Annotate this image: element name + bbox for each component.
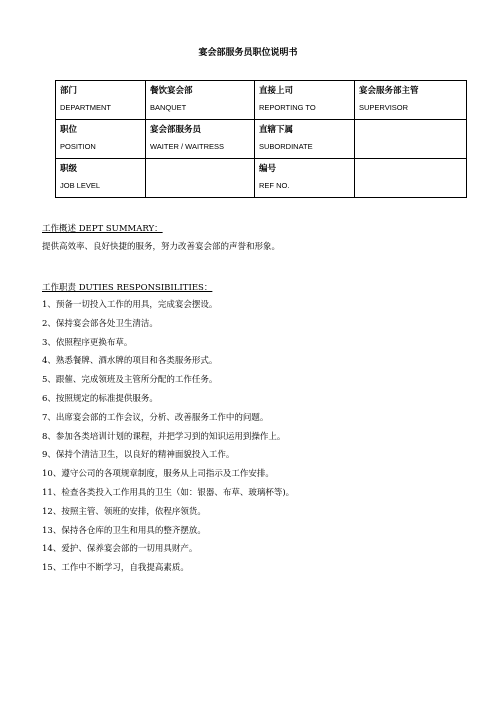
list-item: 8、参加各类培训计划的课程，并把学习到的知识运用到操作上。: [42, 431, 286, 442]
list-item: 12、按照主管、领班的安排，依程序领货。: [42, 506, 206, 517]
list-item: 7、出席宴会部的工作会议，分析、改善服务工作中的问题。: [42, 412, 269, 423]
table-cell-department-value: 餐饮宴会部 BANQUET: [146, 81, 255, 120]
list-item: 10、遵守公司的各项规章制度，服务从上司指示及工作安排。: [42, 469, 274, 480]
duties-heading: 工作职责 DUTIES RESPONSIBILITIES：: [42, 283, 213, 293]
list-item: 5、跟催、完成领班及主管所分配的工作任务。: [42, 375, 218, 386]
table-cell-ref-no-value: [355, 159, 467, 198]
list-item: 11、检查各类投入工作用具的卫生（如：银器、布草、玻璃杯等)。: [42, 487, 295, 498]
position-info-table: [55, 80, 467, 198]
summary-heading: 工作概述 DEPT SUMMARY：: [42, 224, 163, 234]
table-row: [56, 159, 467, 198]
table-cell-department-label: 部门 DEPARTMENT: [56, 81, 146, 120]
table-cell-subordinate-label: 直辖下属 SUBORDINATE: [255, 120, 355, 159]
table-cell-subordinate-value: [355, 120, 467, 159]
list-item: 15、工作中不断学习，自我提高素质。: [42, 563, 189, 574]
list-item: 13、保持各仓库的卫生和用具的整齐摆放。: [42, 525, 206, 536]
table-row: [56, 120, 467, 159]
table-cell-position-value: 宴会部服务员 WAITER / WAITRESS: [146, 120, 255, 159]
table-cell-reporting-value: 宴会服务部主管 SUPERVISOR: [355, 81, 467, 120]
list-item: 6、按照规定的标准提供服务。: [42, 393, 158, 404]
list-item: 3、依照程序更换布草。: [42, 337, 133, 348]
table-cell-job-level-value: [146, 159, 255, 198]
table-cell-ref-no-label: 编号 REF NO.: [255, 159, 355, 198]
table-row: [56, 81, 467, 120]
list-item: 14、爱护、保养宴会部的一切用具财产。: [42, 544, 198, 555]
list-item: 1、预备一切投入工作的用具，完成宴会摆设。: [42, 300, 218, 310]
table-cell-job-level-label: 职级 JOB LEVEL: [56, 159, 146, 198]
duties-list: [42, 300, 294, 582]
table-cell-position-label: 职位 POSITION: [56, 120, 146, 159]
list-item: 9、保持个清洁卫生，以良好的精神面貌投入工作。: [42, 450, 235, 461]
page-title: 宴会部服务员职位说明书: [198, 48, 298, 58]
list-item: 4、熟悉餐牌、酒水牌的项目和各类服务形式。: [42, 356, 218, 367]
list-item: 2、保持宴会部各处卫生清洁。: [42, 318, 158, 329]
table-cell-reporting-label: 直接上司 REPORTING TO: [255, 81, 355, 120]
summary-text: 提供高效率、良好快捷的服务，努力改善宴会部的声誉和形象。: [42, 242, 281, 252]
